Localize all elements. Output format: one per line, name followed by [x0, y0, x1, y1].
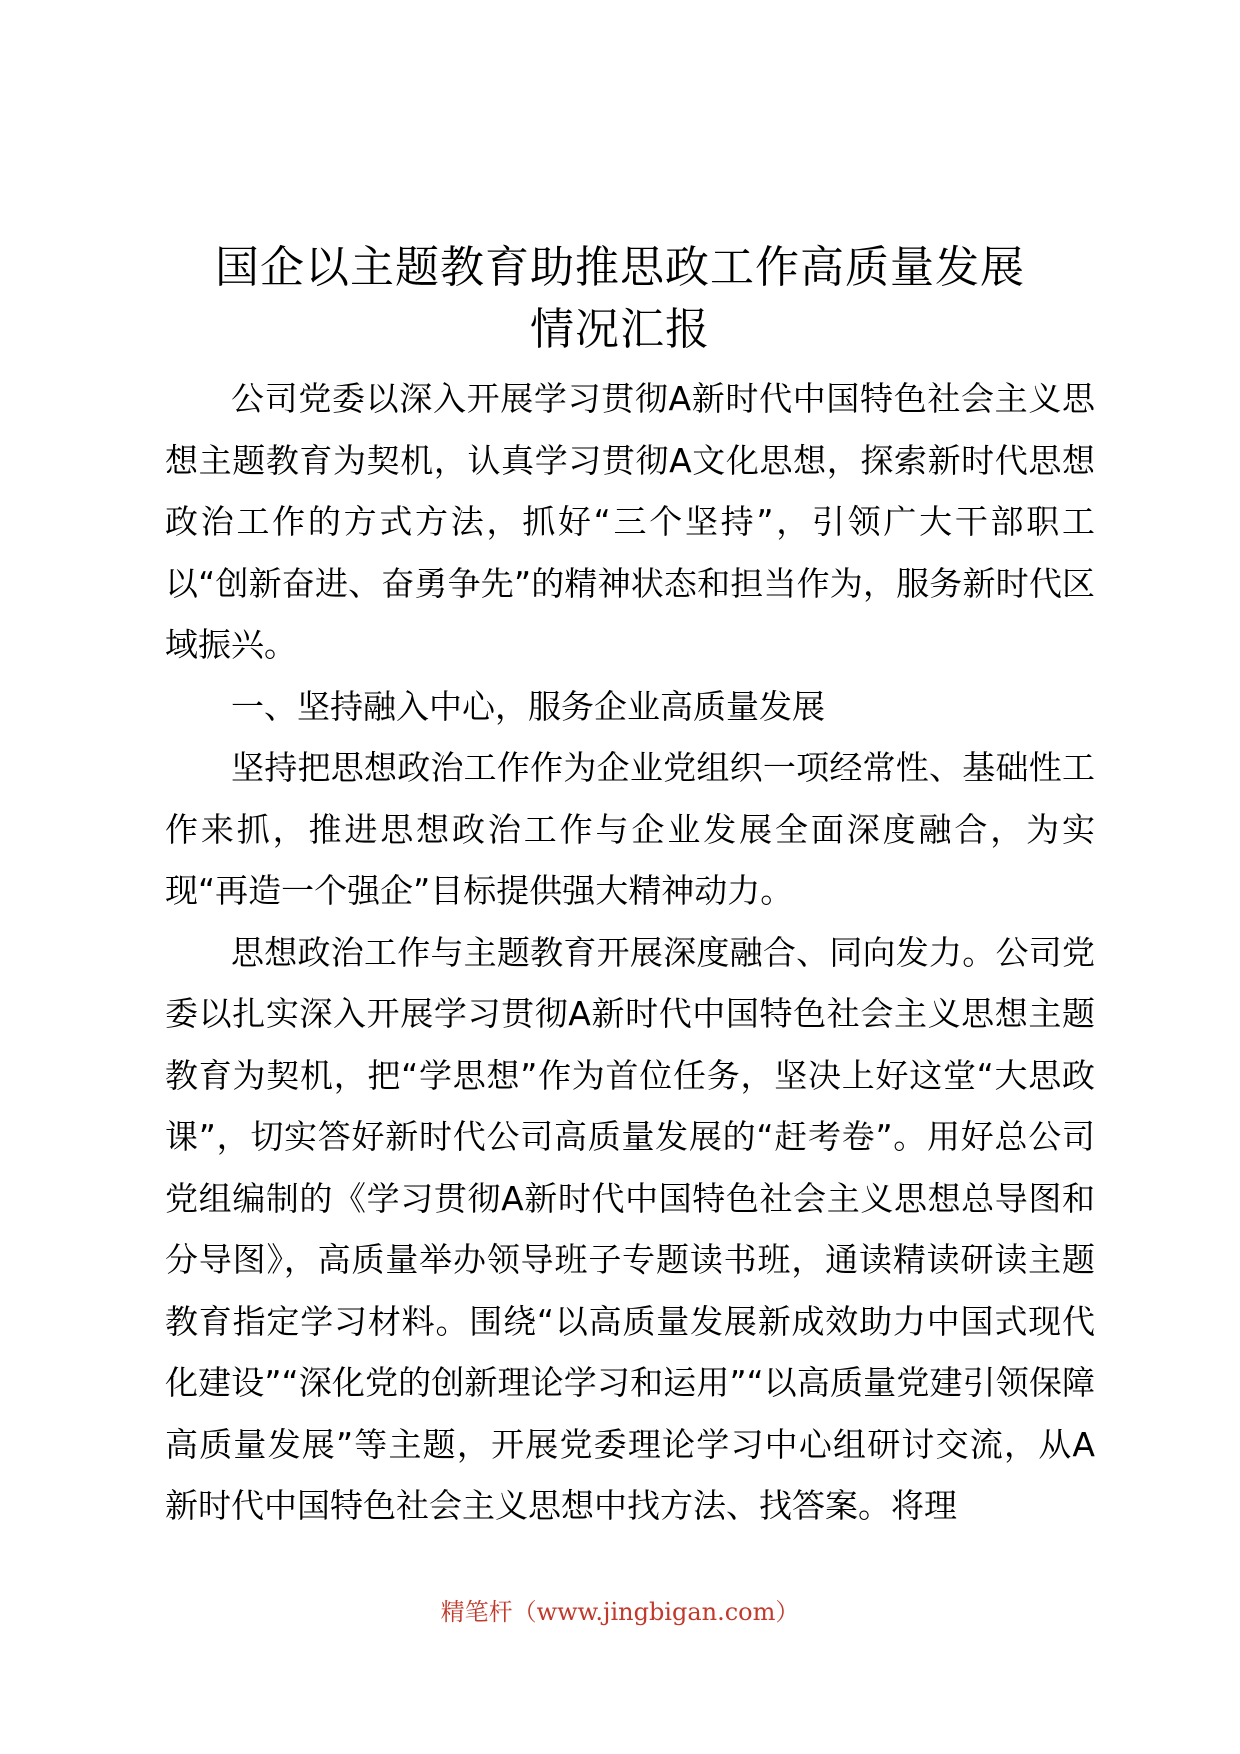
footer-watermark: 精笔杆（www.jingbigan.com） [440, 1598, 800, 1626]
section-1-paragraph-1: 坚持把思想政治工作作为企业党组织一项经常性、基础性工作来抓，推进思想政治工作与企业发展全面深度融合，为实现“再造一个强企”目标提供强大精神动力。 [165, 748, 1095, 910]
document-title-line-2: 情况汇报 [530, 304, 710, 355]
document-title-line-1: 国企以主题教育助推思政工作高质量发展 [215, 242, 1025, 293]
section-heading-1: 一、坚持融入中心，服务企业高质量发展 [231, 686, 825, 726]
document-body [165, 368, 1095, 1537]
intro-paragraph: 公司党委以深入开展学习贯彻A新时代中国特色社会主义思想主题教育为契机，认真学习贯彻A文化思想，探索新时代思想政治工作的方式方法，抓好“三个坚持”，引领广大干部职工以“创新奋进、奋勇争先”的精神状态和担当作为，服务新时代区域振兴。 [165, 379, 1095, 664]
section-1-paragraph-2: 思想政治工作与主题教育开展深度融合、同向发力。公司党委以扎实深入开展学习贯彻A新时代中国特色社会主义思想主题教育为契机，把“学思想”作为首位任务，坚决上好这堂“大思政课”，切实答好新时代公司高质量发展的“赶考卷”。用好总公司党组编制的《学习贯彻A新时代中国特色社会主义思想总导图和分导图》，高质量举办领导班子专题读书班，通读精读研读主题教育指定学习材料。围绕“以高质量发展新成效助力中国式现代化建设”“深化党的创新理论学习和运用”“以高质量党建引领保障高质量发展”等主题，开展党委理论学习中心组研讨交流，从A新时代中国特色社会主义思想中找方法、找答案。将理 [165, 932, 1095, 1525]
